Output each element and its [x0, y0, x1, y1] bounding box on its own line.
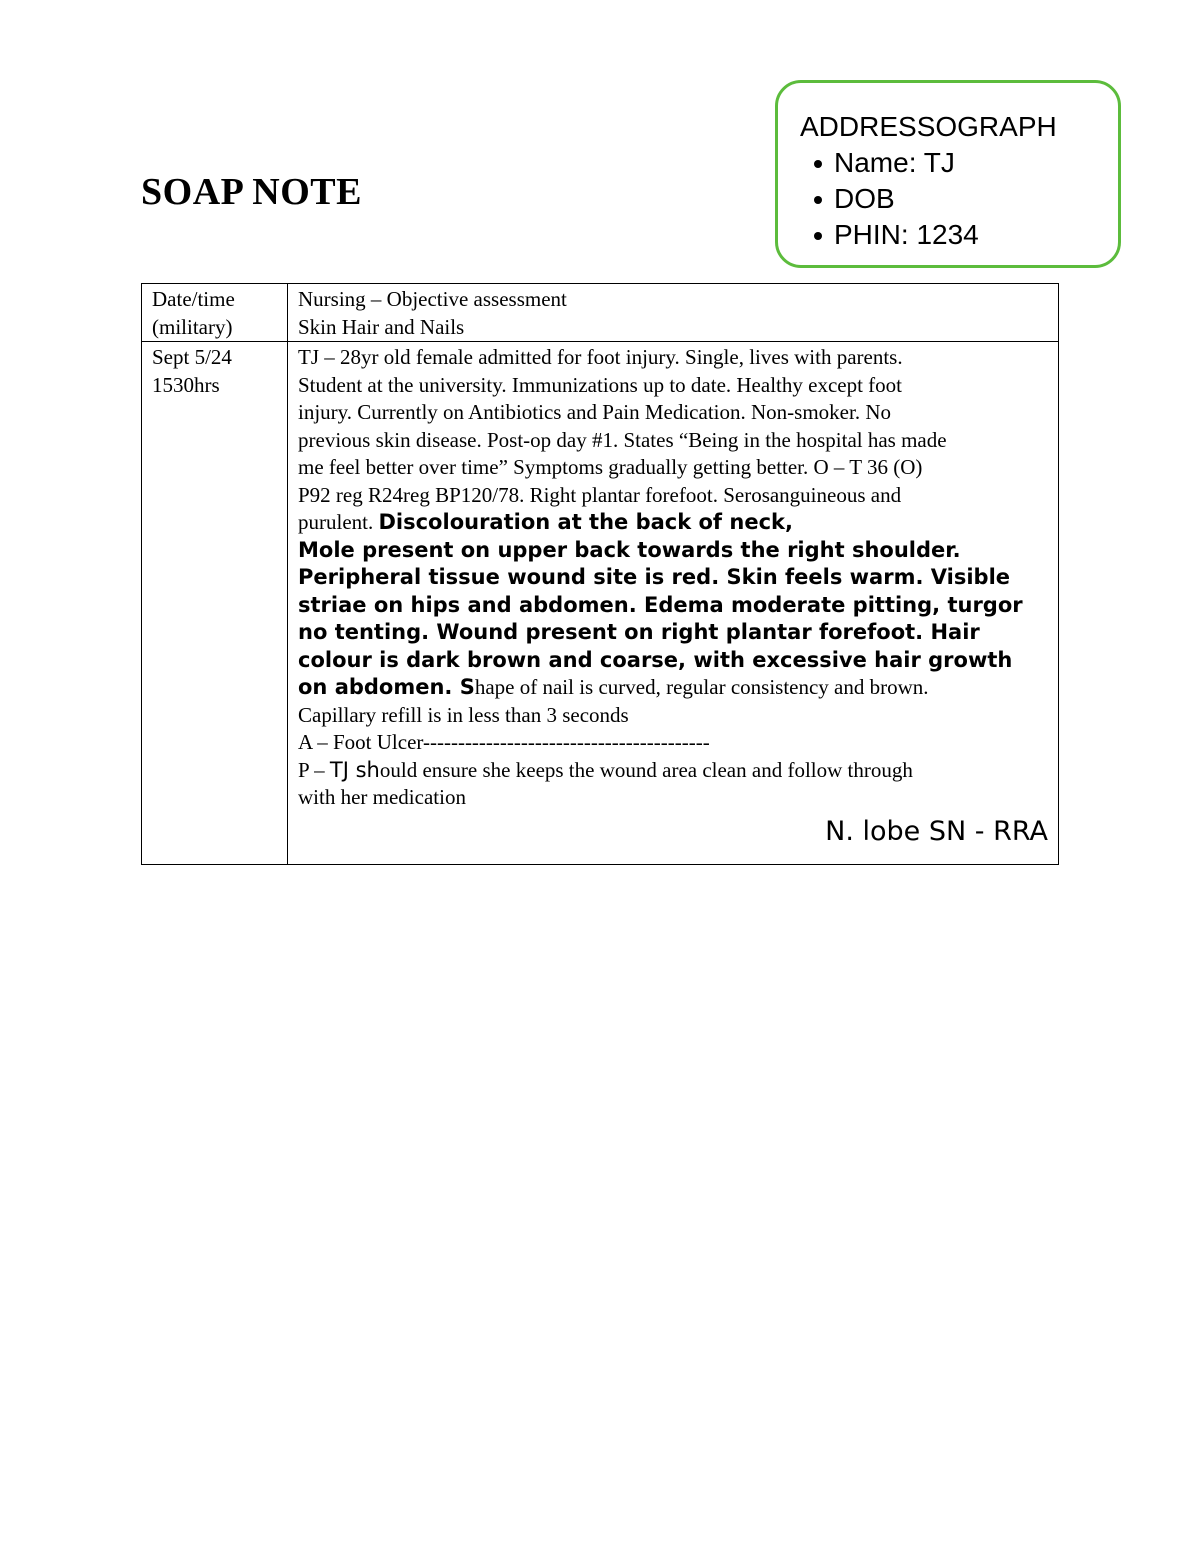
entry-note-cell	[288, 342, 1059, 865]
addressograph-box	[775, 80, 1121, 268]
header-nursing-label: Nursing – Objective assessment	[298, 287, 567, 311]
entry-date-cell	[142, 342, 288, 865]
header-skin-label: Skin Hair and Nails	[298, 314, 465, 339]
header-datetime-label: Date/time	[152, 287, 235, 311]
addressograph-heading: ADDRESSOGRAPH	[800, 111, 1057, 142]
soap-table	[141, 283, 1059, 865]
note-line-bold: Peripheral tissue wound site is red. Skin feels warm. Visible	[298, 565, 1011, 589]
plan-text: ould ensure she keeps the wound area clean and follow through	[379, 757, 913, 782]
header-datetime-cell	[142, 284, 288, 342]
plan-line: with her medication	[298, 785, 466, 809]
note-line-bold: Mole present on upper back towards the right shoulder.	[298, 537, 961, 562]
signature: N. lobe SN - RRA	[825, 815, 1048, 847]
note-line-bold: striae on hips and abdomen. Edema moderate pitting, turgor	[298, 592, 1023, 617]
addressograph-phin: PHIN: 1234	[834, 217, 1118, 253]
note-line: injury. Currently on Antibiotics and Pain Medication. Non-smoker. No	[298, 400, 891, 424]
note-line: Capillary refill is in less than 3 seconds	[298, 702, 629, 727]
plan-line	[298, 757, 1048, 785]
note-line: P92 reg R24reg BP120/78. Right plantar forefoot. Serosanguineous and	[298, 482, 902, 507]
header-nursing-cell	[288, 284, 1059, 342]
note-line-bold: colour is dark brown and coarse, with excessive hair growth	[298, 647, 1013, 672]
plan-prefix: P –	[298, 757, 330, 782]
entry-time: 1530hrs	[152, 372, 220, 397]
addressograph-dob: DOB	[834, 181, 1118, 217]
entry-date: Sept 5/24	[152, 345, 232, 369]
note-line: previous skin disease. Post-op day #1. States “Being in the hospital has made	[298, 427, 947, 452]
table-header-row	[142, 284, 1059, 342]
note-line: TJ – 28yr old female admitted for foot injury. Single, lives with parents.	[298, 345, 903, 369]
addressograph-name: Name: TJ	[834, 145, 1118, 181]
note-line-bold: no tenting. Wound present on right plantar forefoot. Hair	[298, 620, 980, 644]
note-line-mixed	[298, 674, 1048, 702]
note-line: Student at the university. Immunizations up to date. Healthy except foot	[298, 372, 902, 397]
header-military-label: (military)	[152, 314, 233, 339]
note-text: purulent.	[298, 510, 379, 534]
note-text-bold: Discolouration at the back of neck,	[378, 510, 793, 534]
note-text: hape of nail is curved, regular consistency and brown.	[474, 675, 929, 699]
page-title: SOAP NOTE	[141, 171, 362, 213]
assessment-line: A – Foot Ulcer-----------------------------------------	[298, 730, 710, 754]
table-row	[142, 342, 1059, 865]
plan-text-sans: TJ sh	[329, 757, 380, 782]
addressograph-list	[800, 145, 1118, 253]
note-line-mixed	[298, 509, 1048, 537]
note-text-bold: on abdomen. S	[298, 675, 475, 699]
note-line: me feel better over time” Symptoms gradually getting better. O – T 36 (O)	[298, 455, 923, 479]
